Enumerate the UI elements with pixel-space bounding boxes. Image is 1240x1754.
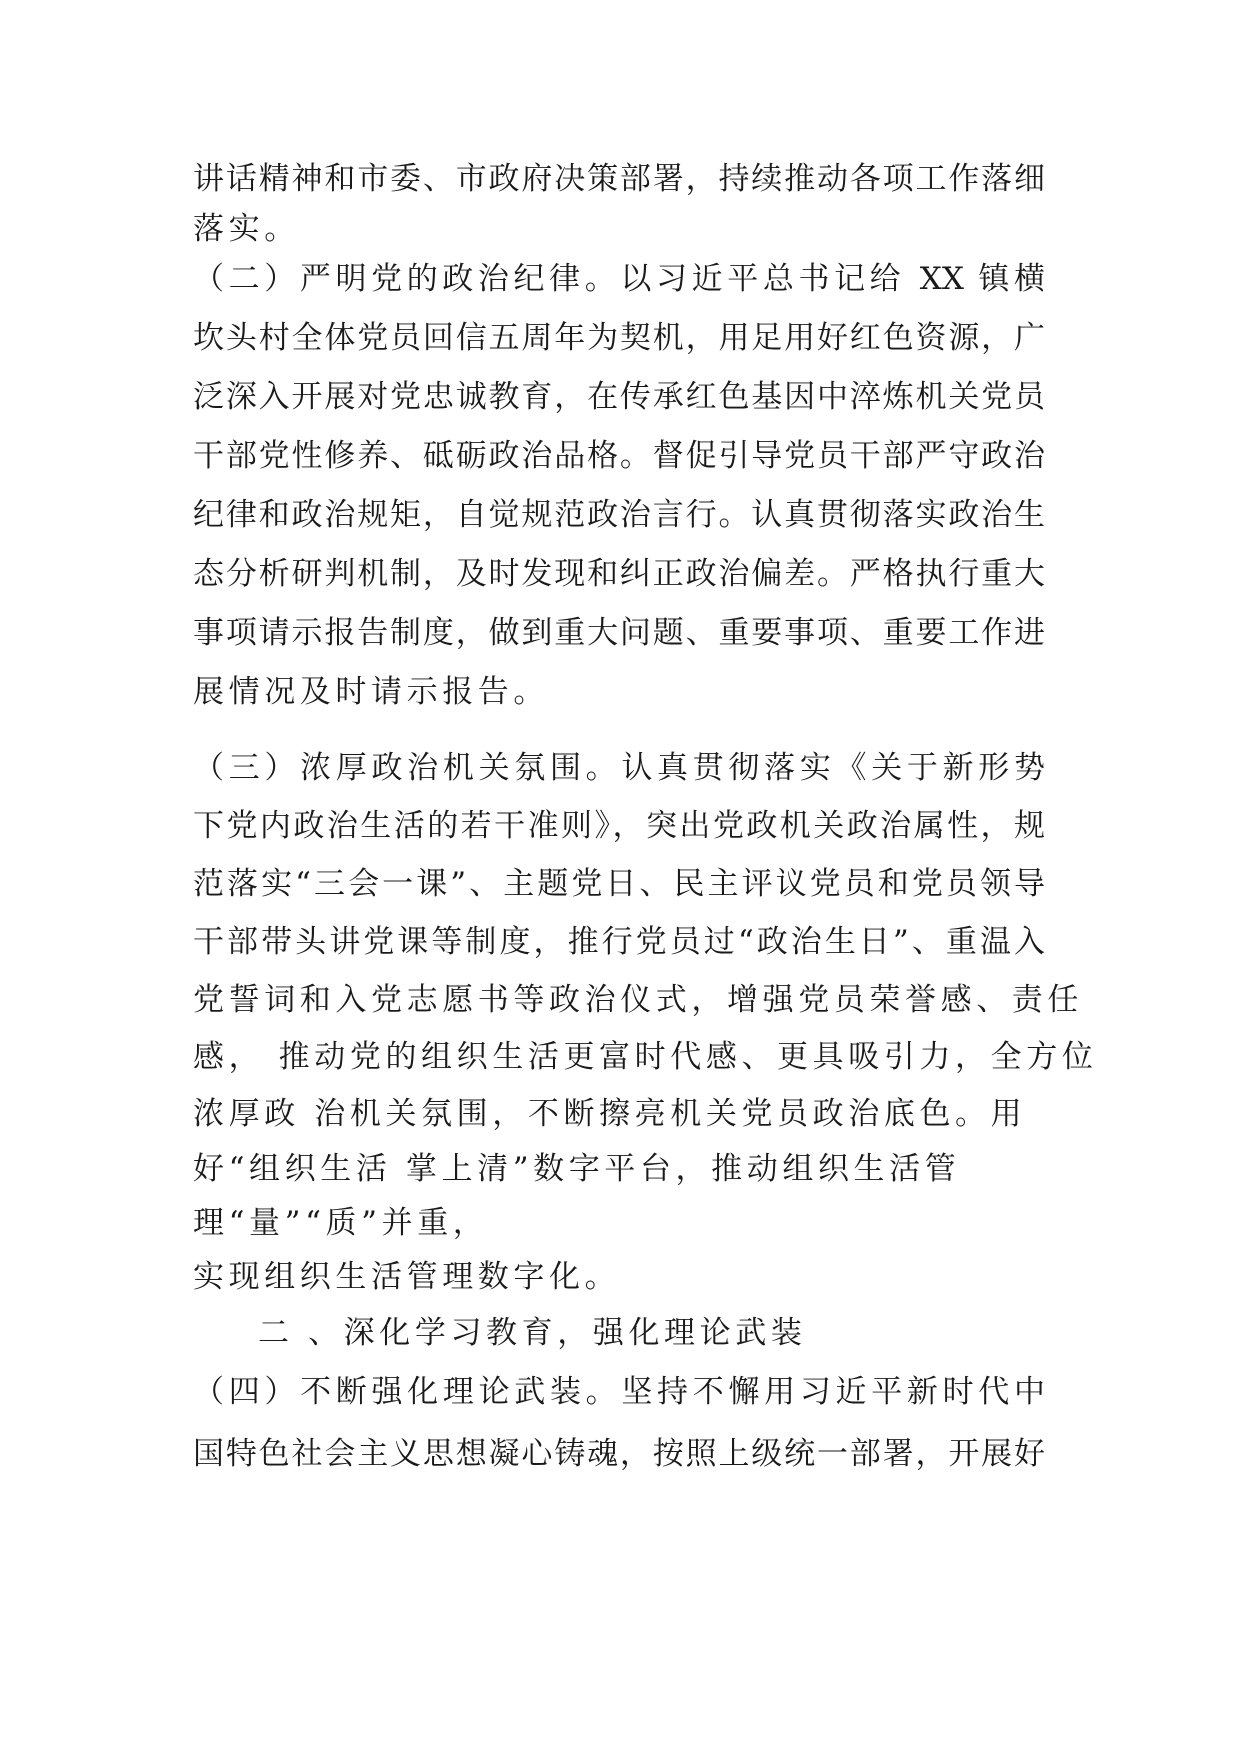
paragraph-line: 讲话精神和市委、市政府决策部署，持续推动各项工作落细 [193,161,1045,197]
paragraph-line: 事项请示报告制度，做到重大问题、重要事项、重要工作进 [193,615,1045,651]
paragraph-line: 干部带头讲党课等制度，推行党员过“政治生日”、重温入 [193,924,1045,960]
paragraph-line: 纪律和政治规矩，自觉规范政治言行。认真贯彻落实政治生 [193,497,1045,533]
paragraph-line: 好“组织生活 掌上清”数字平台，推动组织生活管 [193,1151,961,1187]
paragraph-line: 实现组织生活管理数字化。 [193,1259,621,1295]
paragraph-line: 干部党性修养、砥砺政治品格。督促引导党员干部严守政治 [193,438,1045,474]
chapter-heading: 二 、深化学习教育，强化理论武装 [258,1315,807,1351]
section-heading-line: （三）浓厚政治机关氛围。认真贯彻落实《关于新形势 [193,750,1045,786]
paragraph-line: 理“量”“质”并重， [193,1205,489,1241]
paragraph-line: 泛深入开展对党忠诚教育，在传承红色基因中淬炼机关党员 [193,379,1045,415]
paragraph-line: 态分析研判机制，及时发现和纠正政治偏差。严格执行重大 [193,556,1045,592]
paragraph-line: 落实。 [193,211,300,247]
paragraph-line: 浓厚政 治机关氛围，不断擦亮机关党员政治底色。用 [193,1096,1027,1132]
paragraph-line: 范落实“三会一课”、主题党日、民主评议党员和党员领导 [193,866,1045,902]
paragraph-line: 坎头村全体党员回信五周年为契机，用足用好红色资源，广 [193,320,1045,356]
section-heading-line: （四）不断强化理论武装。坚持不懈用习近平新时代中 [193,1374,1045,1410]
paragraph-line: 感， 推动党的组织生活更富时代感、更具吸引力，全方位 [193,1039,1098,1075]
paragraph-line: 国特色社会主义思想凝心铸魂，按照上级统一部署，开展好 [193,1436,1045,1472]
paragraph-line: 党誓词和入党志愿书等政治仪式，增强党员荣誉感、责任 [193,982,1083,1018]
paragraph-line: 下党内政治生活的若干准则》，突出党政机关政治属性，规 [193,808,1045,844]
section-heading-line: （二）严明党的政治纪律。以习近平总书记给 XX 镇横 [193,261,1045,297]
paragraph-line: 展情况及时请示报告。 [193,674,549,710]
